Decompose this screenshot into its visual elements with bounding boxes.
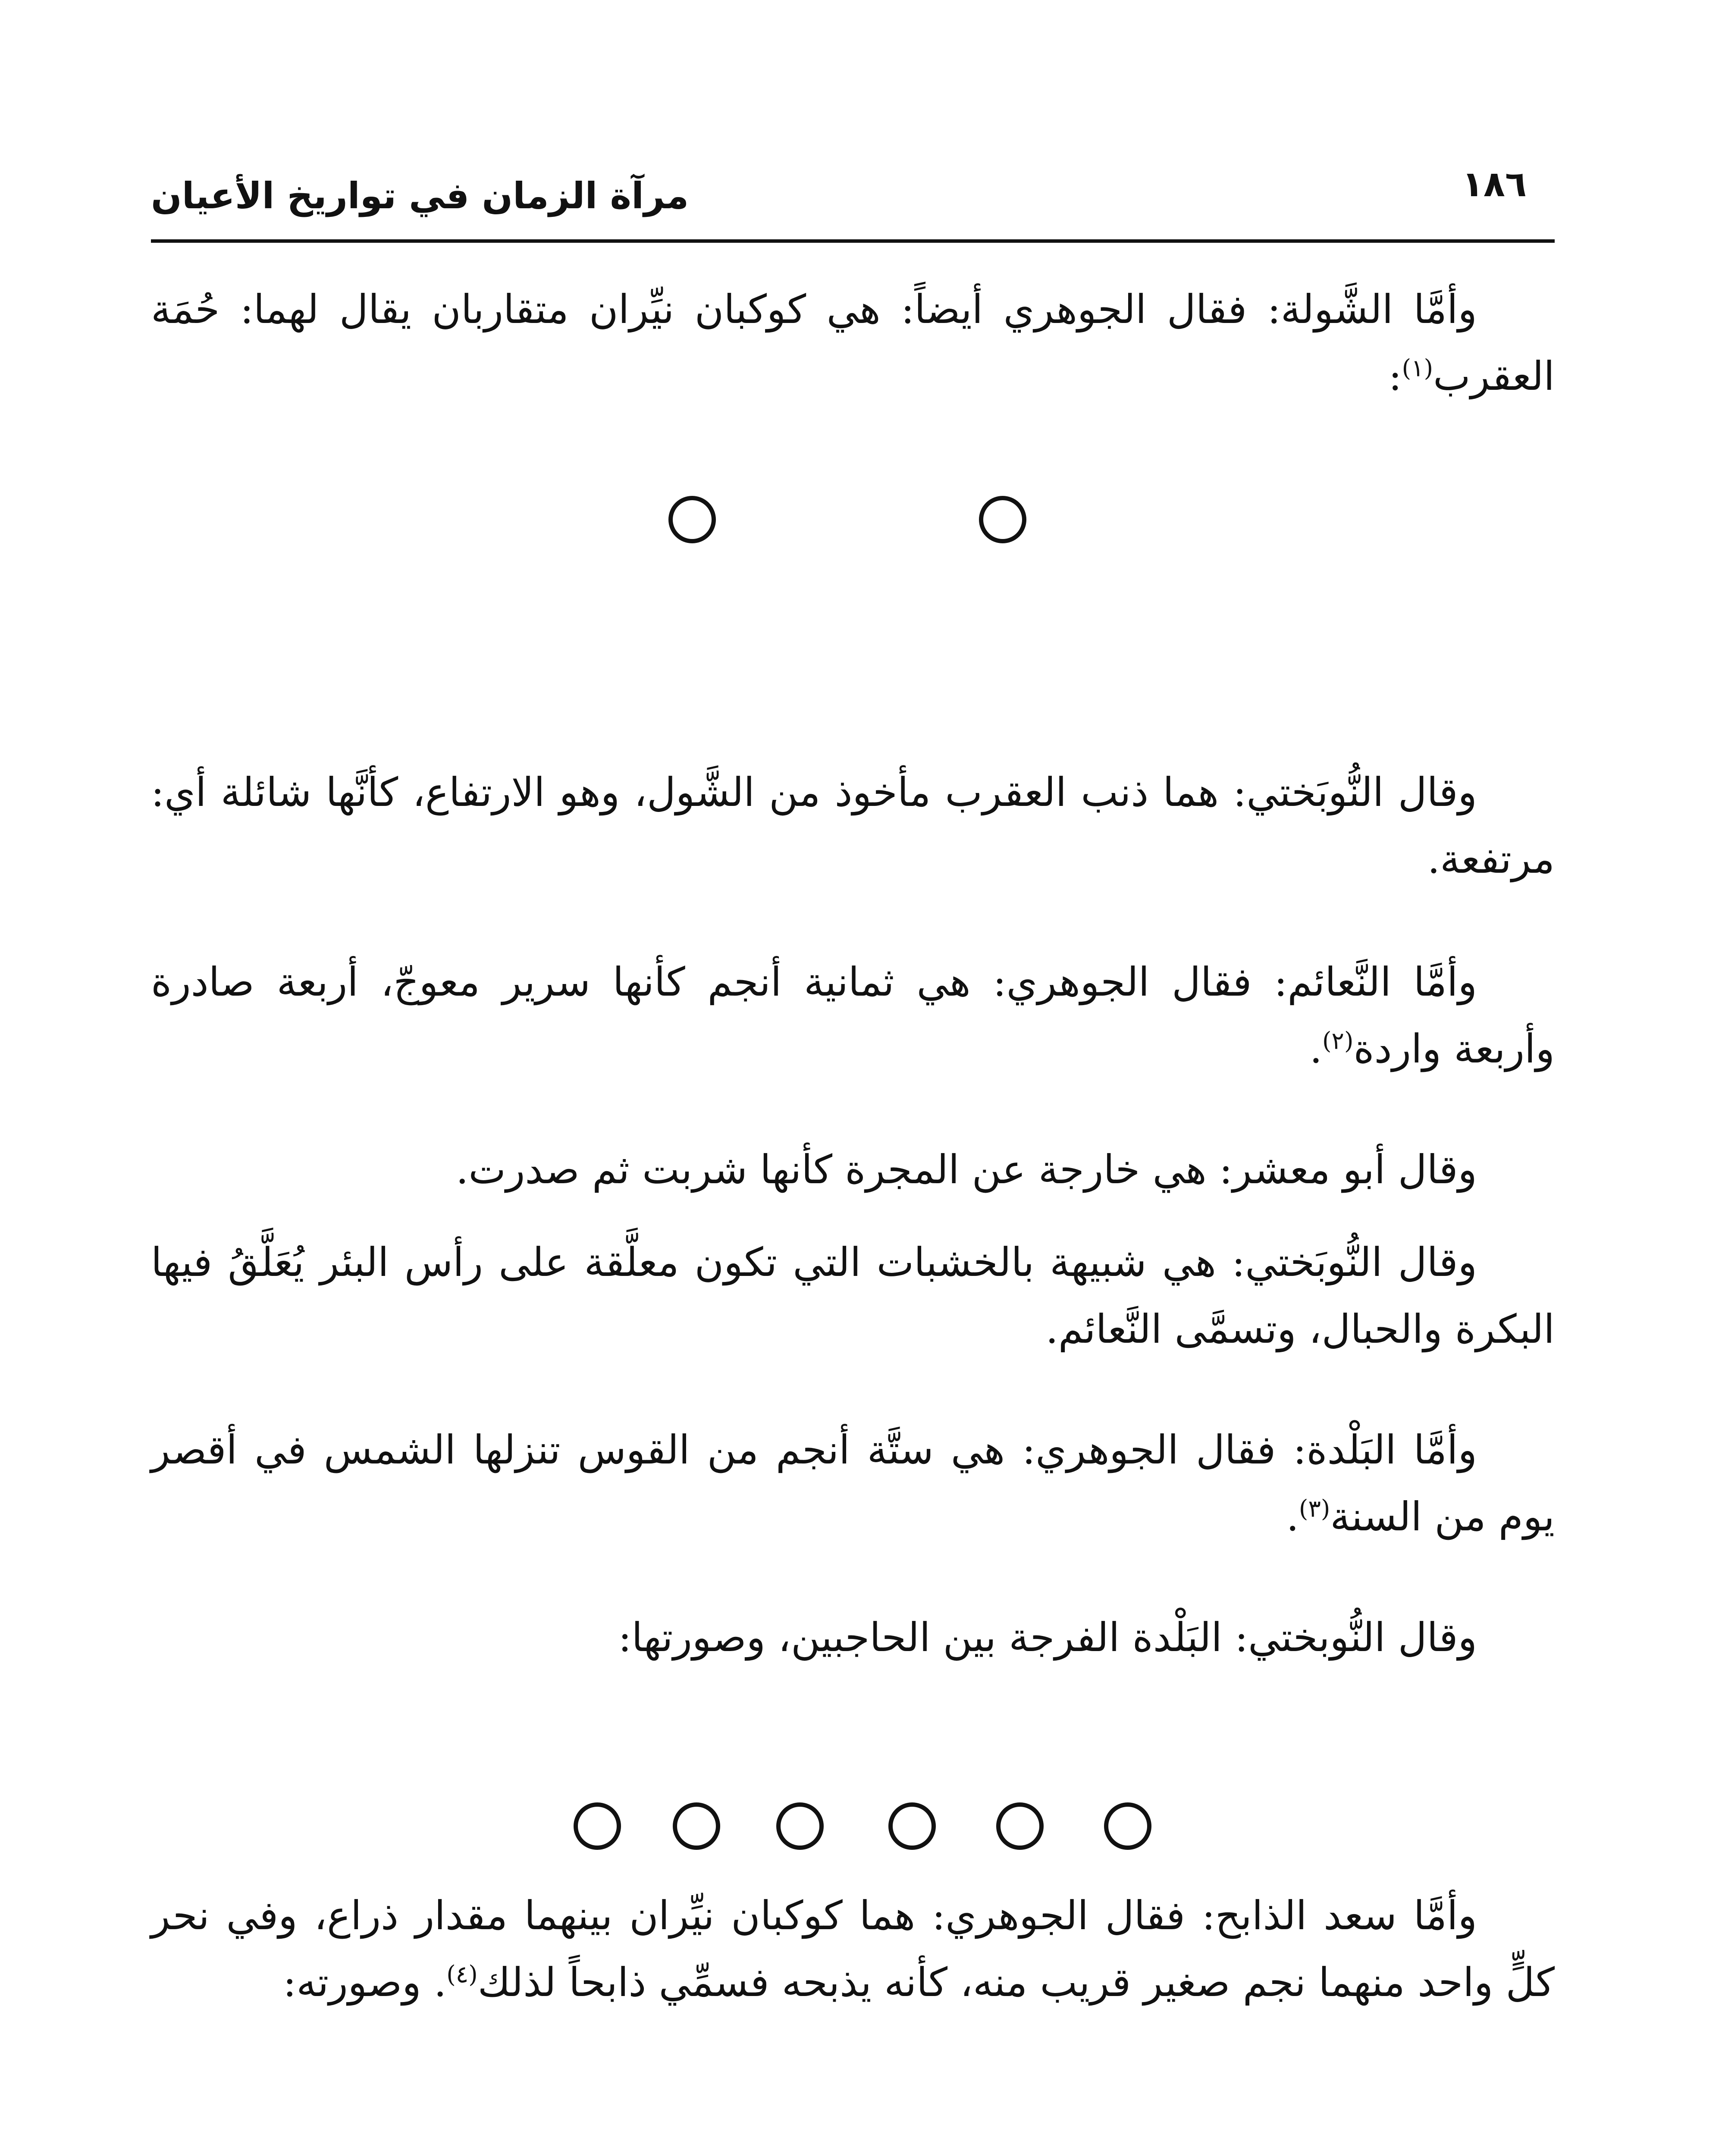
star-circle: [996, 1802, 1044, 1850]
star-circle: [776, 1802, 824, 1850]
paragraph-tail: . وصورته:: [283, 1959, 447, 2006]
paragraph-tail: :: [1388, 353, 1402, 399]
star-circle: [574, 1802, 621, 1850]
footnote-marker: (٤): [446, 1960, 478, 1988]
footnote-marker: (٢): [1322, 1027, 1354, 1055]
paragraph-tail: .: [1286, 1494, 1299, 1540]
paragraph-text: وأمَّا النَّعائم: فقال الجوهري: هي ثمانية أنجم كأنها سرير معوجّ، أربعة صادرة وأربعة واردة: [151, 959, 1555, 1072]
paragraph-naaim: [151, 949, 1555, 1082]
star-circle: [1104, 1802, 1151, 1850]
paragraph-nubakhti-balda: [151, 1604, 1555, 1671]
paragraph-tail: .: [1309, 1026, 1322, 1072]
star-circle: [979, 496, 1026, 543]
paragraph-saad-dhabih: [151, 1882, 1555, 2016]
page-number: ١٨٦: [1462, 164, 1527, 205]
running-title: مرآة الزمان في تواريخ الأعيان: [151, 175, 689, 217]
paragraph-abu-maashar: [151, 1136, 1555, 1203]
paragraph-text: وقال النُّوبختي: البَلْدة الفرجة بين الحاجبين، وصورتها:: [618, 1614, 1477, 1661]
paragraph-text: وقال النُّوبَختي: هما ذنب العقرب مأخوذ من الشَّول، وهو الارتفاع، كأنَّها شائلة أي: مرتفعة.: [151, 769, 1555, 882]
star-circle: [888, 1802, 936, 1850]
paragraph-nubakhti-shawla: [151, 759, 1555, 893]
star-circle: [668, 496, 716, 543]
footnote-marker: (١): [1402, 354, 1433, 382]
star-circle: [673, 1802, 720, 1850]
header-rule: [151, 239, 1555, 243]
footnote-marker: (٣): [1299, 1495, 1330, 1523]
paragraph-balda: [151, 1416, 1555, 1550]
paragraph-text: وأمَّا سعد الذابح: فقال الجوهري: هما كوكبان نيِّران بينهما مقدار ذراع، وفي نحر كلٍّ واحد منهما نجم صغير قريب منه، كأنه يذبحه فسمِّي ذابحاً لذلك: [151, 1893, 1555, 2006]
paragraph-text: وقال أبو معشر: هي خارجة عن المجرة كأنها شربت ثم صدرت.: [456, 1147, 1477, 1193]
paragraph-text: وقال النُّوبَختي: هي شبيهة بالخشبات التي تكون معلَّقة على رأس البئر يُعَلَّقُ فيها البكرة والحبال، وتسمَّى النَّعائم.: [151, 1239, 1555, 1352]
paragraph-text: وأمَّا البَلْدة: فقال الجوهري: هي ستَّة أنجم من القوس تنزلها الشمس في أقصر يوم من السنة: [151, 1427, 1555, 1540]
paragraph-shawla: [151, 276, 1555, 410]
paragraph-nubakhti-naaim: [151, 1229, 1555, 1363]
paragraph-text: وأمَّا الشَّولة: فقال الجوهري أيضاً: هي كوكبان نيِّران متقاربان يقال لهما: حُمَة العقرب: [151, 286, 1555, 399]
